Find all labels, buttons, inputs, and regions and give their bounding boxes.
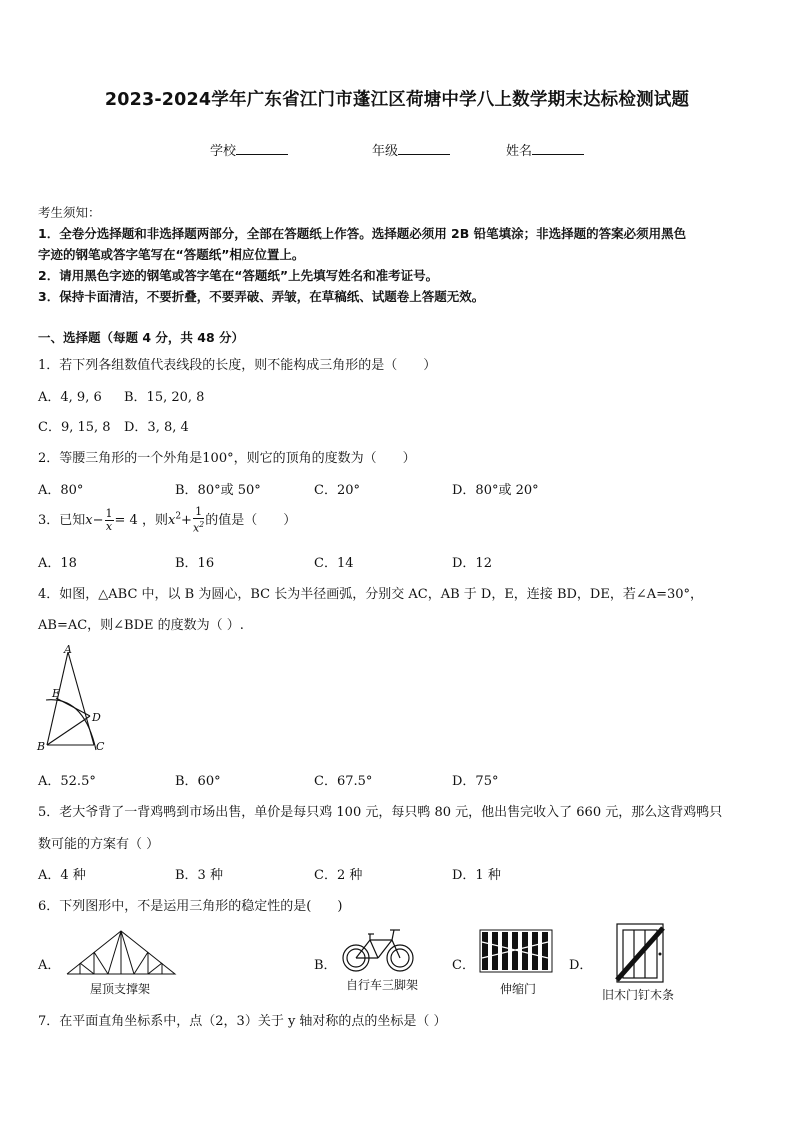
q5-option-d: D．1 种 [452, 868, 501, 883]
question-6: 6．下列图形中，不是运用三角形的稳定性的是( ) [38, 899, 343, 914]
question-1: 1．若下列各组数值代表线段的长度，则不能构成三角形的是（ ） [38, 358, 437, 373]
fraction-1-over-x: $\frac{1}{x}$ [105, 506, 113, 533]
q3-option-c: C．14 [314, 556, 354, 571]
q3-option-b: B．16 [175, 556, 215, 571]
question-4-cont: AB=AC，则∠BDE 的度数为（ ）. [38, 618, 244, 633]
notice-item-1: 1．全卷分选择题和非选择题两部分，全部在答题纸上作答。选择题必须用 2B 铅笔填涂；非选择题的答案必须用黑色 [38, 226, 687, 241]
q5-option-a: A．4 种 [38, 868, 86, 883]
q2-option-b: B．80°或 50° [175, 483, 261, 498]
q2-option-a: A．80° [38, 483, 84, 498]
section-heading: 一、选择题（每题 4 分，共 48 分） [38, 330, 245, 345]
caption-gate: 伸缩门 [500, 982, 537, 996]
folding-gate-icon [478, 928, 554, 974]
q5-option-b: B．3 种 [175, 868, 223, 883]
q2-option-d: D．80°或 20° [452, 483, 539, 498]
label-e: E [52, 687, 61, 700]
q1-option-c: C．9, 15, 8 [38, 420, 111, 435]
caption-door: 旧木门钉木条 [602, 988, 675, 1002]
question-5-cont: 数可能的方案有（ ） [38, 837, 160, 852]
label-d: D [92, 711, 101, 724]
q5-option-c: C．2 种 [314, 868, 363, 883]
question-5: 5．老大爷背了一背鸡鸭到市场出售，单价是每只鸡 100 元，每只鸭 80 元，他出售完收入了 660 元，那么这背鸡鸭只 [38, 805, 723, 820]
label-a: A [64, 643, 72, 656]
label-b: B [37, 740, 46, 753]
school-field [210, 140, 288, 159]
segment-bd [47, 716, 90, 745]
question-4: 4．如图，△ABC 中，以 B 为圆心，BC 长为半径画弧，分别交 AC，AB 于 D，E，连接 BD，DE，若∠A=30°， [38, 587, 704, 602]
roof-truss-icon [62, 928, 180, 978]
q3-option-d: D．12 [452, 556, 492, 571]
q6-option-b: B． [314, 958, 337, 973]
label-c: C [96, 740, 105, 753]
q1-option-d: D．3, 8, 4 [124, 420, 189, 435]
name-field [506, 140, 584, 159]
q1-option-b: B．15, 20, 8 [124, 390, 205, 405]
wooden-door-icon [613, 922, 667, 984]
grade-field [372, 140, 450, 159]
question-2: 2．等腰三角形的一个外角是100°，则它的顶角的度数为（ ） [38, 451, 416, 466]
q4-option-a: A．52.5° [38, 774, 96, 789]
notice-item-3: 3．保持卡面清洁，不要折叠，不要弄破、弄皱，在草稿纸、试题卷上答题无效。 [38, 289, 485, 304]
question-7: 7．在平面直角坐标系中，点（2，3）关于 y 轴对称的点的坐标是（ ） [38, 1014, 447, 1029]
q4-option-d: D．75° [452, 774, 499, 789]
notice-heading: 考生须知： [38, 205, 101, 220]
notice-item-2: 2．请用黑色字迹的钢笔或答字笔在“答题纸”上先填写姓名和准考证号。 [38, 268, 439, 283]
q1-option-a: A．4, 9, 6 [38, 390, 102, 405]
q4-option-b: B．60° [175, 774, 221, 789]
fraction-1-over-x-squared: $\frac{1}{x^2}$ [192, 505, 205, 535]
question-3: 3．已知x− $\frac{1}{x}$ = 4 ，则$x^2+$ $\frac{1}{x^2}$ 的值是（ ） [38, 505, 297, 535]
caption-bicycle: 自行车三脚架 [346, 978, 419, 992]
page-title: 2023-2024学年广东省江门市蓬江区荷塘中学八上数学期末达标检测试题 [104, 90, 690, 110]
grade-label: 年级 [372, 144, 399, 159]
q3-option-a: A．18 [38, 556, 77, 571]
q6-option-a: A． [38, 958, 61, 973]
triangle-figure [34, 642, 114, 758]
name-label: 姓名 [506, 144, 533, 159]
q6-option-d: D． [569, 958, 593, 973]
q6-option-c: C． [452, 958, 475, 973]
school-label: 学校 [210, 144, 237, 159]
notice-item-1-cont: 字迹的钢笔或答字笔写在“答题纸”相应位置上。 [38, 247, 305, 262]
q2-option-c: C．20° [314, 483, 360, 498]
caption-roof: 屋顶支撑架 [90, 982, 151, 996]
q4-option-c: C．67.5° [314, 774, 373, 789]
bicycle-icon [340, 922, 416, 974]
